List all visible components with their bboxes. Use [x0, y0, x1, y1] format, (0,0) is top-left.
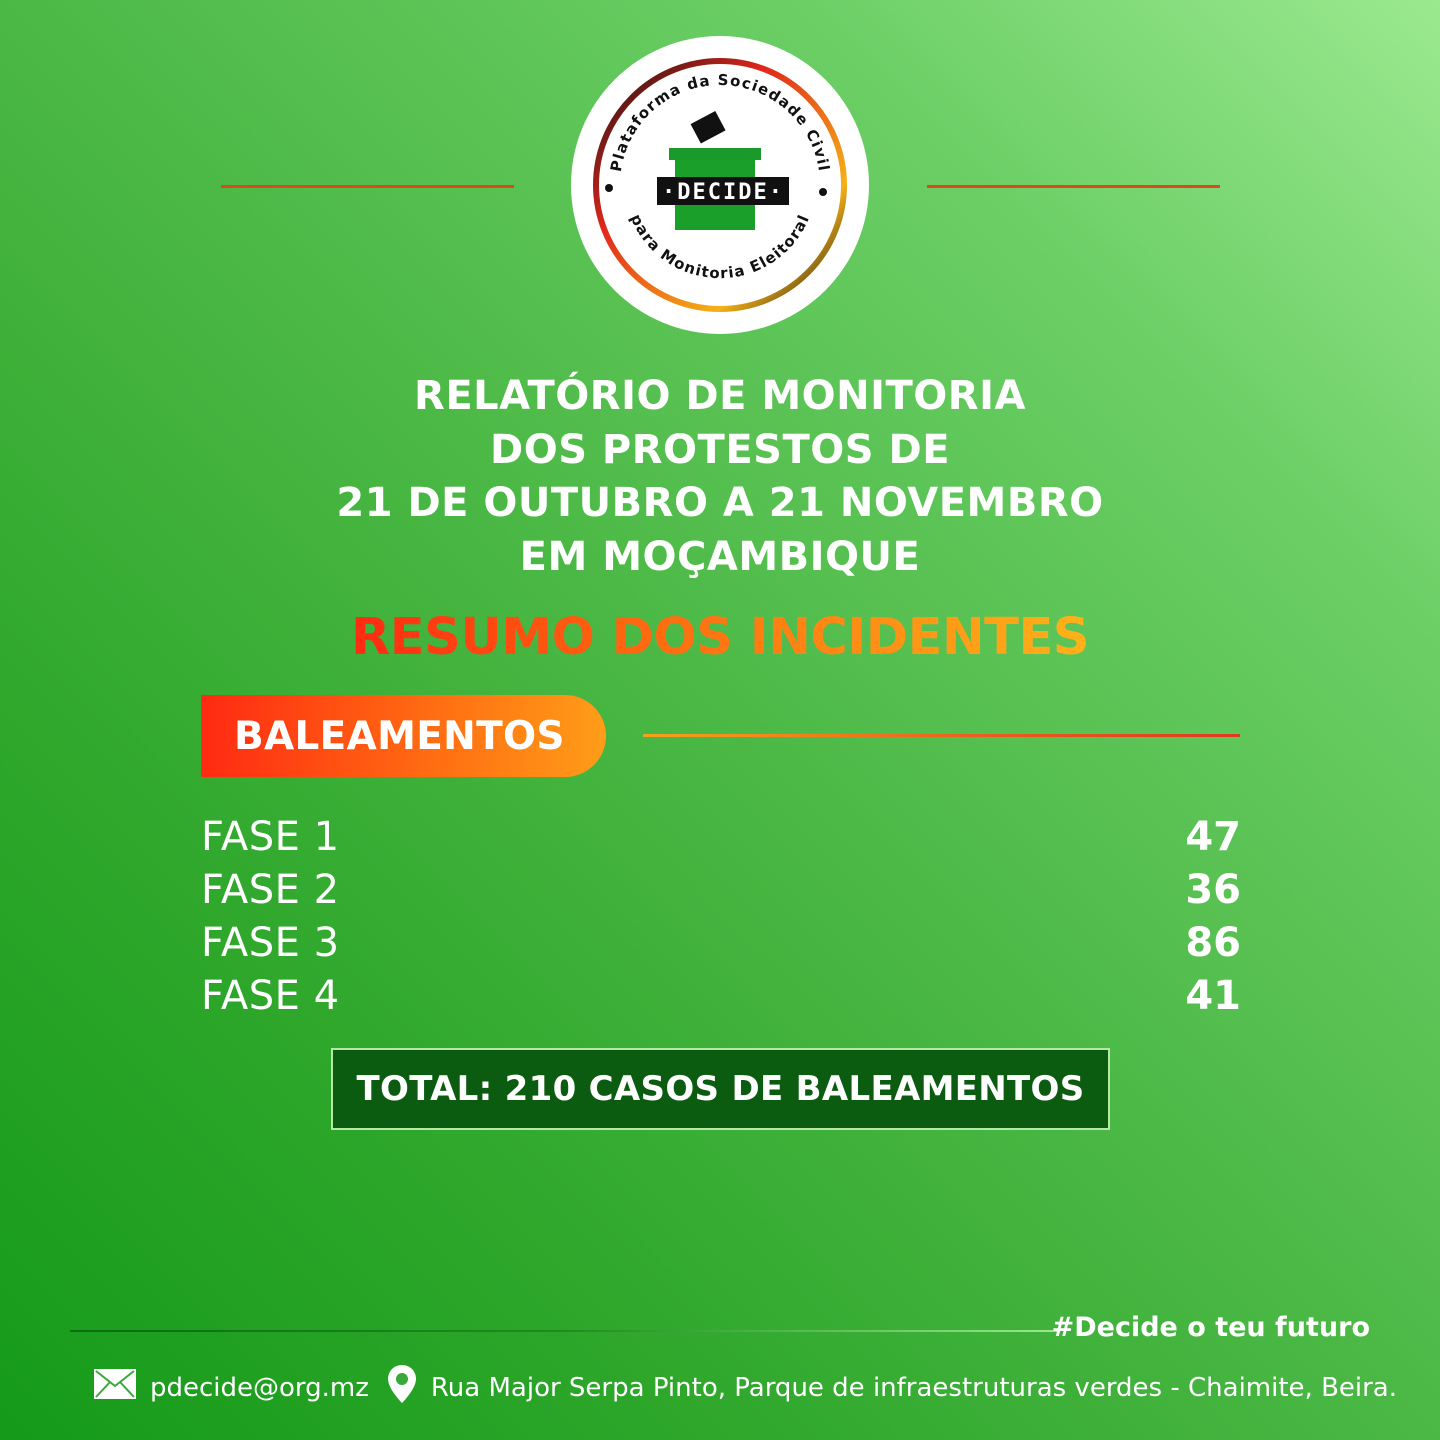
contact-info: [94, 1364, 1397, 1411]
category-label: BALEAMENTOS: [234, 713, 565, 759]
ballot-box-icon: [571, 36, 869, 334]
phase-label: FASE 4: [201, 972, 340, 1019]
phase-row: [201, 969, 1241, 1022]
category-divider: [643, 734, 1240, 737]
phase-row: [201, 916, 1241, 969]
phase-label: FASE 1: [201, 813, 340, 860]
title-line-2: DOS PROTESTOS DE: [489, 426, 951, 473]
phase-row: [201, 863, 1241, 916]
logo-ring-text-top: Plataforma da Sociedade Civil: [606, 70, 834, 174]
decide-logo: [571, 36, 869, 334]
total-text: TOTAL: 210 CASOS DE BALEAMENTOS: [356, 1069, 1085, 1109]
logo-center-text: ·DECIDE·: [662, 180, 784, 205]
footer-divider: [70, 1330, 1060, 1332]
envelope-icon: [94, 1369, 136, 1406]
hashtag: #Decide o teu futuro: [1051, 1312, 1370, 1343]
header-line-right: [927, 185, 1220, 188]
total-box: [331, 1048, 1110, 1130]
incident-summary-heading: [220, 604, 1220, 672]
header-line-left: [221, 185, 514, 188]
logo-ring-text-bottom: para Monitoria Eleitoral: [626, 211, 814, 283]
address-text: Rua Major Serpa Pinto, Parque de infraestruturas verdes - Chaimite, Beira.: [430, 1372, 1398, 1403]
category-badge: [201, 695, 606, 777]
report-title: [220, 370, 1220, 584]
phase-value: 86: [1185, 919, 1241, 966]
title-line-4: EM MOÇAMBIQUE: [519, 533, 921, 580]
phase-value: 41: [1185, 972, 1241, 1019]
title-line-1: RELATÓRIO DE MONITORIA: [414, 373, 1026, 419]
phase-value: 47: [1185, 813, 1241, 860]
title-line-3: 21 DE OUTUBRO A 21 NOVEMBRO: [336, 480, 1104, 526]
phase-row: [201, 810, 1241, 863]
location-pin-icon: [387, 1364, 417, 1411]
incident-summary-text: RESUMO DOS INCIDENTES: [350, 608, 1090, 667]
phase-label: FASE 2: [201, 866, 340, 913]
email-link[interactable]: pdecide@org.mz: [150, 1372, 369, 1403]
phase-value: 36: [1185, 866, 1241, 913]
phase-list: [201, 810, 1241, 1022]
phase-label: FASE 3: [201, 919, 340, 966]
